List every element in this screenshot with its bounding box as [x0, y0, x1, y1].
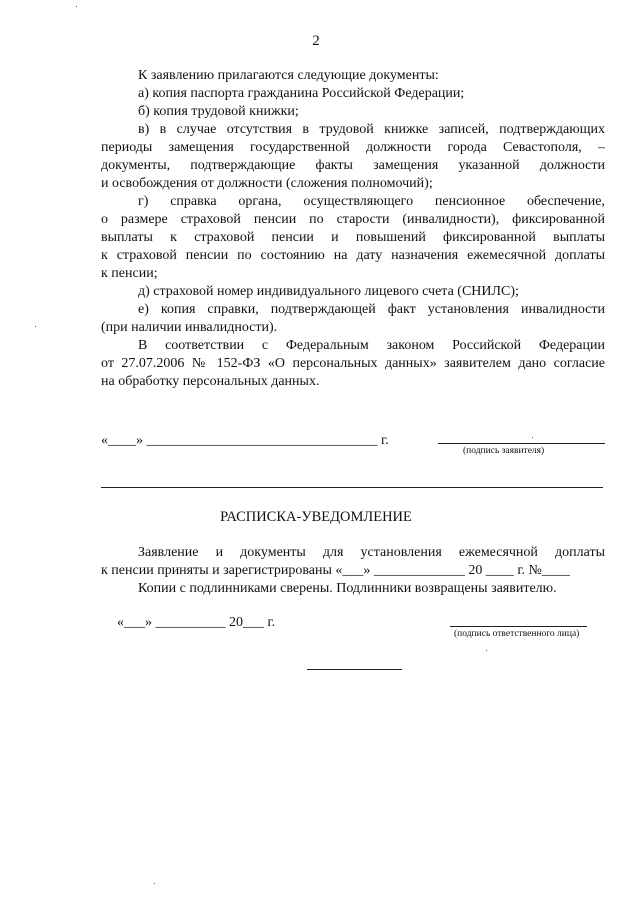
consent-line: от 27.07.2006 № 152-ФЗ «О персональных данных» заявителем дано согласие [101, 356, 605, 371]
scan-speck [76, 6, 77, 7]
scan-speck [154, 883, 155, 884]
scan-speck [486, 650, 487, 651]
section-divider [101, 487, 603, 488]
attachments-intro: К заявлению прилагаются следующие документы: [138, 68, 439, 83]
receipt-text-line: Заявление и документы для установления ежемесячной доплаты [138, 545, 605, 560]
attachment-item-g-line: г) справка органа, осуществляющего пенсионное обеспечение, [138, 194, 605, 209]
applicant-signature-line [438, 443, 605, 444]
scan-speck [35, 326, 36, 327]
responsible-signature-caption: (подпись ответственного лица) [454, 629, 580, 639]
receipt-title: РАСПИСКА-УВЕДОМЛЕНИЕ [220, 509, 412, 525]
attachment-item-a: а) копия паспорта гражданина Российской Федерации; [138, 86, 465, 101]
consent-line: В соответствии с Федеральным законом Российской Федерации [138, 338, 605, 353]
page-number: 2 [312, 33, 320, 49]
applicant-signature-caption: (подпись заявителя) [463, 446, 545, 456]
attachment-item-g-line: о размере страховой пенсии по старости (инвалидности), фиксированной [101, 212, 605, 227]
responsible-signature-line [450, 626, 587, 627]
receipt-text-line: Копии с подлинниками сверены. Подлинники возвращены заявителю. [138, 581, 557, 596]
attachment-item-c-line: документы, подтверждающие факты замещения указанной должности [101, 158, 605, 173]
receipt-date-line: «___» __________ 20___ г. [117, 615, 276, 630]
closing-rule [307, 669, 402, 670]
attachment-item-e-line: е) копия справки, подтверждающей факт установления инвалидности [138, 302, 605, 317]
attachment-item-e-line: (при наличии инвалидности). [101, 320, 278, 335]
attachment-item-c-line: периоды замещения государственной должности города Севастополя, – [101, 140, 605, 155]
attachment-item-g-line: выплаты к страховой пенсии и повышений фиксированной выплаты [101, 230, 605, 245]
receipt-text-line: к пенсии приняты и зарегистрированы «___» _____________ 20 ____ г. №____ [101, 563, 570, 578]
attachment-item-b: б) копия трудовой книжки; [138, 104, 299, 119]
attachment-item-c-line: в) в случае отсутствия в трудовой книжке записей, подтверждающих [138, 122, 605, 137]
attachment-item-d: д) страховой номер индивидуального лицевого счета (СНИЛС); [138, 284, 519, 299]
consent-line: на обработку персональных данных. [101, 374, 320, 389]
attachment-item-g-line: к страховой пенсии по состоянию на дату назначения ежемесячной доплаты [101, 248, 605, 263]
applicant-date-line: «____» _________________________________ г. [101, 433, 389, 448]
scan-speck [532, 437, 533, 438]
attachment-item-g-line: к пенсии; [101, 266, 158, 281]
attachment-item-c-line: и освобождения от должности (сложения полномочий); [101, 176, 433, 191]
